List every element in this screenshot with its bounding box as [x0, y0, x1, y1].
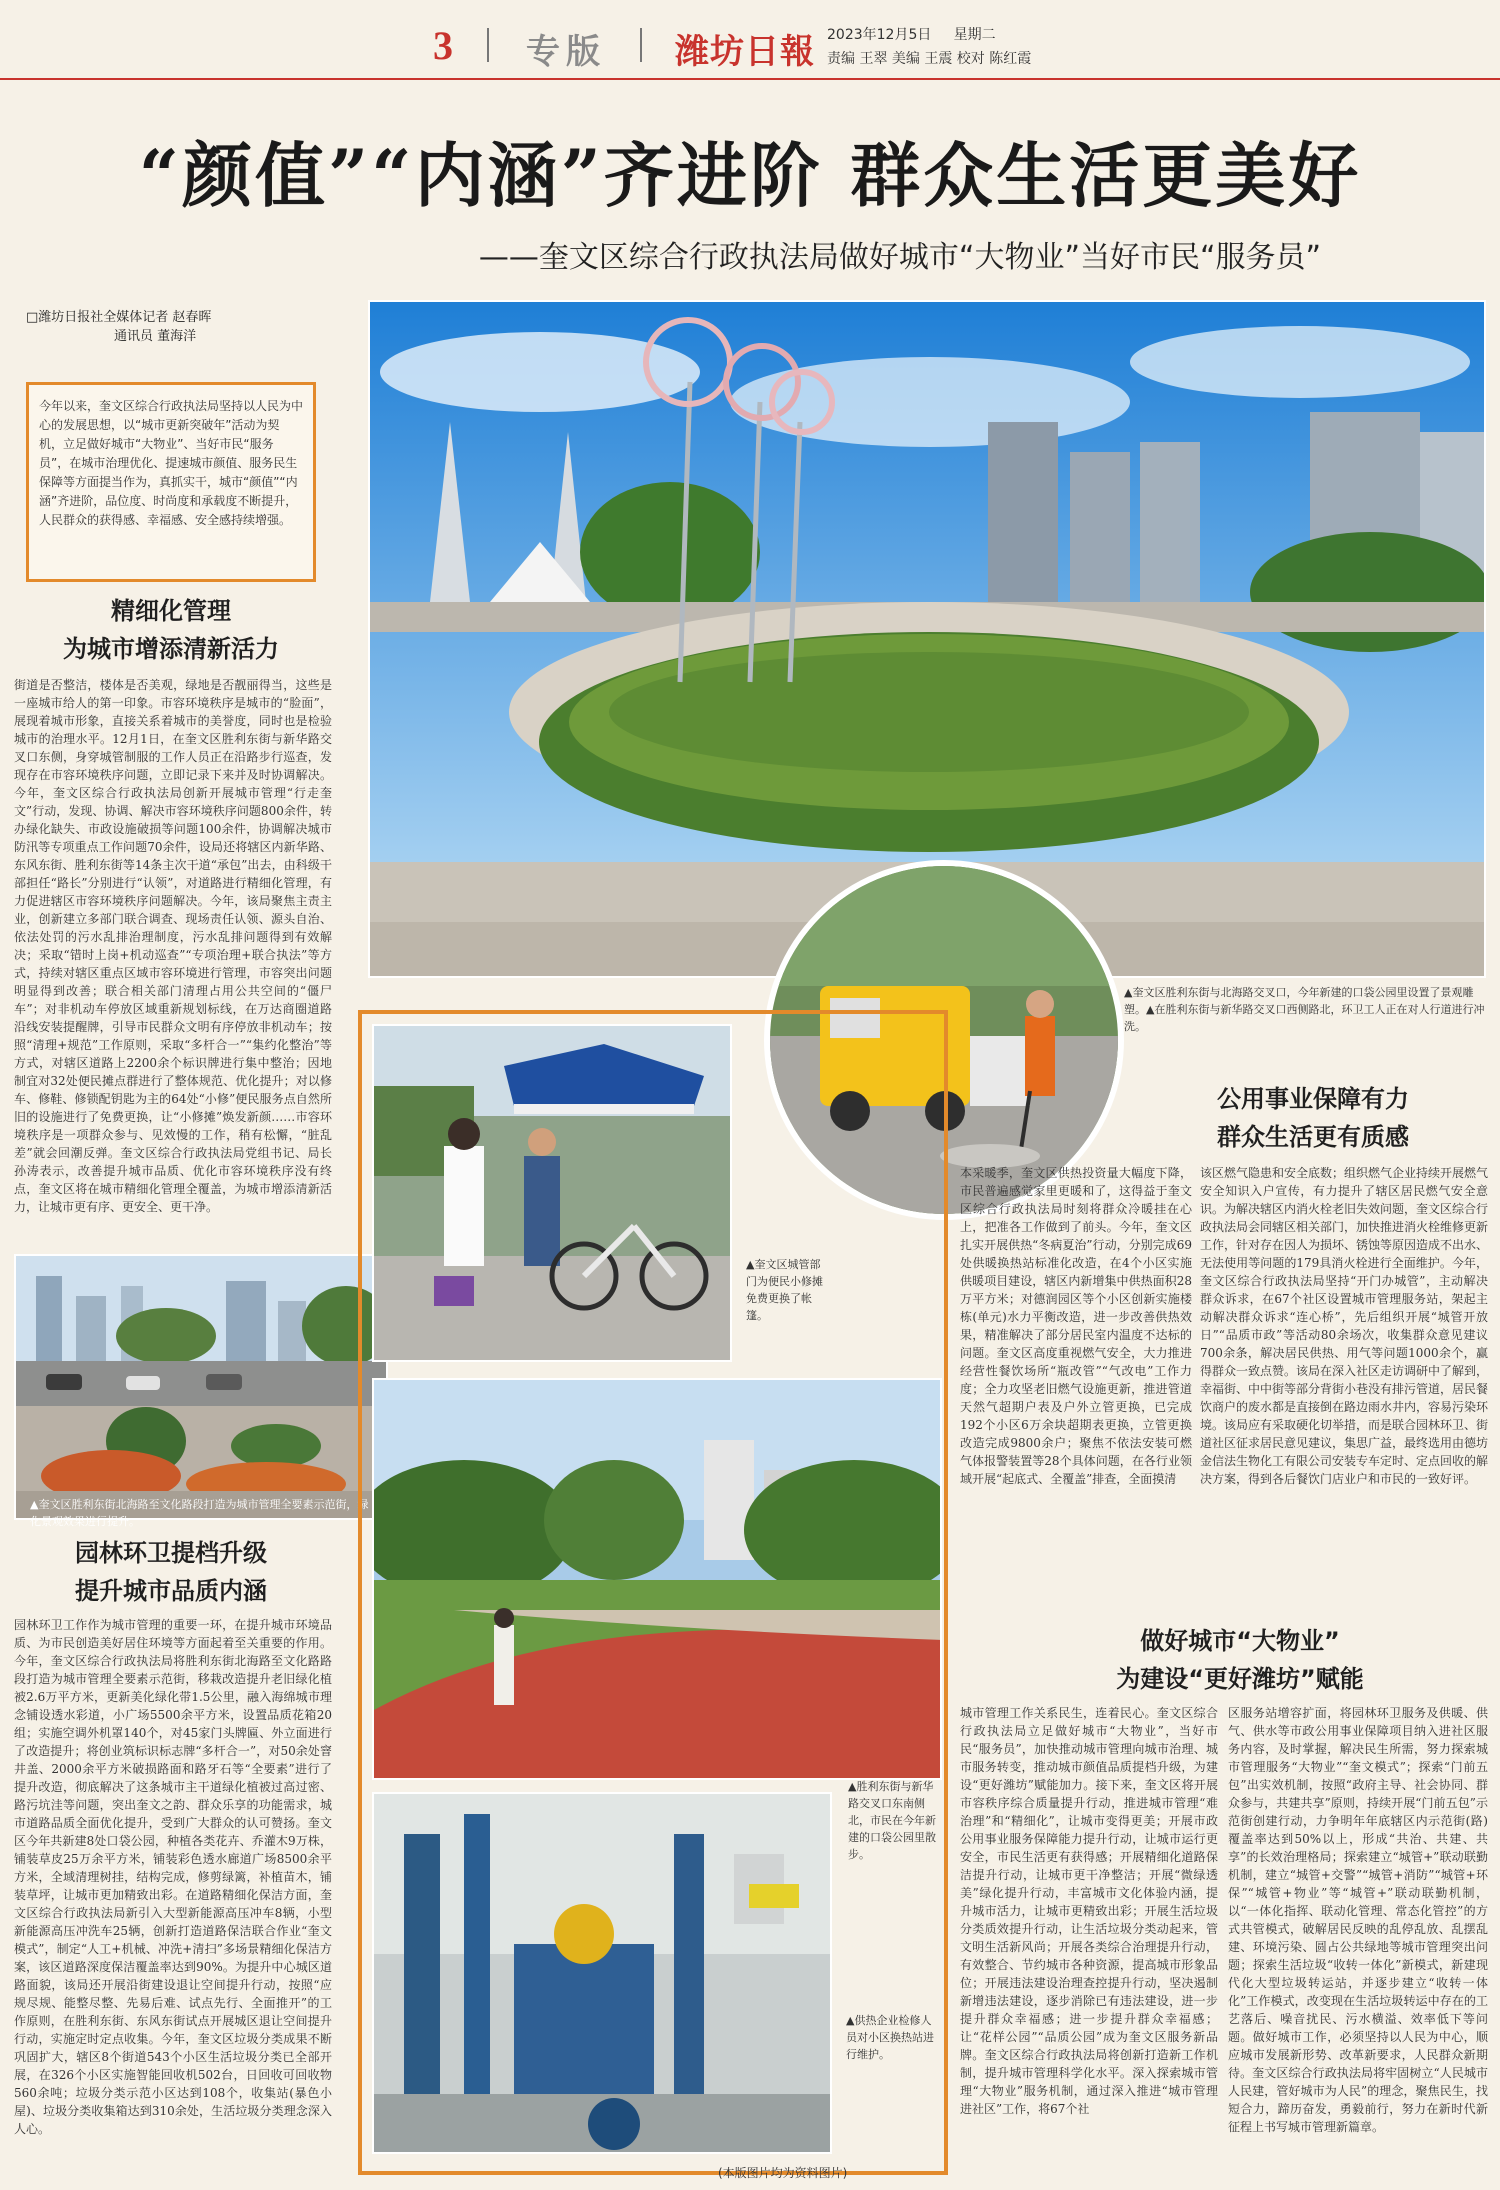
tent-market-photo [372, 1024, 732, 1362]
issue-date [827, 24, 996, 44]
pump-photo-caption: ▲供热企业检修人员对小区换热站进行维护。 [846, 2014, 934, 2061]
masthead-divider [487, 28, 489, 62]
section-title: 园林环卫提档升级 [75, 1539, 267, 1567]
headline: “颜值”“内涵”齐进阶 群众生活更美好 [138, 134, 1362, 217]
pocket-park-photo [372, 1378, 942, 1780]
section-subtitle: 为城市增添清新活力 [63, 635, 279, 663]
section-title: 公用事业保障有力 [1217, 1085, 1409, 1113]
article-body: 街道是否整洁，楼体是否美观，绿地是否靓丽得当，这些是一座城市给人的第一印象。市容环境秩序是城市的“脸面”，展现着城市形象，直接关系着城市的美誉度，同时也是检验城市的治理水平。12月1日，在奎文区胜利东街与新华路交叉口东侧，身穿城管制服的工作人员正在沿路步行巡查，发现存在市容环境秩序问题，立即记录下来并及时协调解决。今年，奎文区综合行政执法局创新开展城市管理“行走奎文”行动，发现、协调、解决市容环境秩序问题800余件，转办绿化缺失、市政设施破损等问题100余件，协调解决城市防汛等专项重点工作问题70余件，设局还将辖区内新华路、东风东街、胜利东街等14条主次干道“承包”出去，由科级干部担任“路长”分别进行“认领”，对道路进行精细化管理，有力促进辖区市容环境秩序问题解决。今年，该局聚焦主责主业，创新建立多部门联合调查、现场责任认领、源头自治、依法处罚的污水乱排治理制度，污水乱排问题得到有效解决；采取“错时上岗+机动巡查”“专项治理+联合执法”等方式，持续对辖区重点区域市容环境进行管理，市容突出问题明显得到改善；联合相关部门清理占用公共空间的“僵尸车”；对非机动车停放区域重新规划标线，在万达商圈道路沿线安装提醒牌，引导市民群众文明有序停放非机动车；按照“清理+规范”工作原则，采取“多杆合一”“集约化整治”等方式，对辖区道路上2200余个标识牌进行集中整治；因地制宜对32处便民摊点群进行了整体规范、优化提升；对以修车、修鞋、修锁配钥匙为主的64处“小修”便民服务点自然所旧的设施进行了免费更换，让“小修摊”焕发新颜……市容环境秩序是一项群众参与、见效慢的工作，稍有松懈，“脏乱差”就会回潮反弹。奎文区综合行政执法局党组书记、局长孙涛表示，改善提升城市品质、优化市容环境秩序没有终点，奎文区将在城市精细化管理全覆盖，为城市增添清新活力，让城市更有序、更安全、更干净。 [14, 678, 332, 1214]
masthead-divider [640, 28, 642, 62]
pump-room-image [374, 1794, 832, 2154]
section-subtitle: 为建设“更好潍坊”赋能 [1116, 1665, 1364, 1693]
section-subtitle: 群众生活更有质感 [1217, 1123, 1409, 1151]
page-number: 3 [433, 23, 453, 68]
article-body: 城市管理工作关系民生，连着民心。奎文区综合行政执法局立足做好城市“大物业”，当好市民“服务员”，加快推动城市管理向城市治理、城市服务转变，推动城市颜值品质提档升级，为建设“更好潍坊”赋能加力。接下来，奎文区将开展市容秩序综合质量提升行动，推进城市管理“难治理”和“精细化”，让城市变得更美；开展市政公用事业服务保障能力提升行动，让城市运行更安全，市民生活更有获得感；开展精细化道路保洁提升行动，让城市更干净整洁；开展“微绿透美”绿化提升行动，丰富城市文化体验内涵，提升城市活力，让城市更精致出彩；开展生活垃圾分类质效提升行动，让生活垃圾分类动起来，管文明生活新风尚；开展各类综合治理提升行动，有效整合、节约城市各种资源，提高城市形象品位；开展违法建设治理查控提升行动，坚决遏制新增违法建设，逐步消除已有违法建设，进一步提升群众幸福感；进一步提升群众幸福感；让“花样公园”“品质公园”成为奎文区服务新品牌。奎文区综合行政执法局将创新打造新工作机制，提升城市管理科学化水平。深入探索城市管理“大物业”服务机制，通过深入推进“城市管理进社区”工作，将67个社 [960, 1706, 1218, 2116]
tent-market-image [374, 1026, 732, 1362]
pocket-park-image [374, 1380, 942, 1780]
photo-source-note: (本版图片均为资料图片) [718, 2166, 848, 2180]
subheadline: ——奎文区综合行政执法局做好城市“大物业”当好市民“服务员” [478, 240, 1322, 275]
article-body: 该区燃气隐患和安全底数；组织燃气企业持续开展燃气安全知识入户宣传，有力提升了辖区居民燃气安全意识。为解决辖区内消火栓老旧失效问题，奎文区综合行政执法局会同辖区相关部门，加快推进消火栓维修更新工作，针对存在因人为损坏、锈蚀等原因造成不出水、无法使用等问题的179具消火栓进行全面维护。今年，奎文区综合行政执法局坚持“开门办城管”，主动解决群众诉求，在67个社区设置城市管理服务站，架起主动解决群众诉求“连心桥”，先后组织开展“城管开放日”“品质市政”等活动80余场次，收集群众意见建议700余条，解决居民供热、用气等问题1000余个，赢得群众一致点赞。该局在深入社区走访调研中了解到，幸福街、中中街等部分背街小巷没有排污管道，居民餐饮商户的废水都是直接倒在路边雨水井内，容易污染环境。该局应有采取硬化切举措，而是联合园林环卫、街道社区征求居民意见建议，集思广益，最终选用由德坊金信法生物化工有限公司安装专车定时、定点回收的解决方案，得到各后餐饮门店业户和市民的一致好评。 [1200, 1166, 1488, 1486]
paper-logo: 潍坊日報 [675, 32, 815, 72]
section-heading [1140, 1080, 1486, 1156]
weekday-text: 星期二 [953, 27, 996, 43]
section-title: 精细化管理 [111, 597, 231, 625]
street-photo-caption: ▲奎文区胜利东街北海路至文化路段打造为城市管理全要素示范街，绿化景观效果进行提升。 [30, 1498, 369, 1528]
article-body: 区服务站增容扩面，将园林环卫服务及供暖、供气、供水等市政公用事业保障项目纳入进社区服务内容，及时掌握，解决民生所需，努力探索城市管理服务“大物业”“奎文模式”；探索“门前五包”出实效机制，按照“政府主导、社会协同、群众参与，共建共享”原则，持续开展“门前五包”示范街创建行动，力争明年年底辖区内示范街(路)覆盖率达到50%以上，形成“共治、共建、共享”的长效治理格局；探索建立“城管+”联动联勤机制，建立“城管+交警”“城管+消防”“城管+环保”“城管+物业”等“城管+”联动联勤机制，以“一体化指挥、联动化管理、常态化管控”的方式共管模式，破解居民反映的乱停乱放、乱摆乱建、环境污染、圆占公共绿地等城市管理突出问题；探索生活垃圾“收转一体化”新模式，新建现代化大型垃圾转运站，并逐步建立“收转一体化”工作模式，改变现在生活垃圾转运中存在的工艺落后、噪音扰民、污水横溢、效率低下等问题。做好城市工作，必须坚持以人民为中心，顺应城市发展新形势、改革新要求，人民群众新期待。奎文区综合行政执法局将牢固树立“人民城市人民建，管好城市为人民”的理念，聚焦民生，找短合力，蹄历奋发，勇毅前行，努力在新时代新征程上书写城市管理新篇章。 [1228, 1706, 1488, 2134]
street-photo [14, 1254, 388, 1520]
section-title: 做好城市“大物业” [1140, 1627, 1340, 1655]
street-photo-image [16, 1256, 388, 1520]
staff-credits: 责编 王翠 美编 王震 校对 陈红霞 [827, 51, 1032, 67]
main-photo-caption: ▲奎文区胜利东街与北海路交叉口，今年新建的口袋公园里设置了景观雕塑。▲在胜利东街与新华路交叉口西侧路北，环卫工人正在对人行道进行冲洗。 [1124, 986, 1485, 1033]
byline-reporter: □潍坊日报社全媒体记者 赵春晖 [26, 310, 212, 325]
pump-room-photo [372, 1792, 832, 2154]
article-body: 本采暖季，奎文区供热投资量大幅度下降，市民普遍感觉家里更暖和了，这得益于奎文区综合行政执法局时刻将群众冷暖挂在心上，把准各工作做到了前头。今年，奎文区扎实开展供热“冬病夏治”行动，分别完成69处供暖换热站标准化改造，在4个小区实施供暖项目建设，辖区内新增集中供热面积28万平方米；对德润园区等个小区创新实施楼栋(单元)水力平衡改造，进一步改善供热效果，精准解决了部分居民室内温度不达标的问题。奎文区高度重视燃气安全，大力推进经营性餐饮场所“瓶改管”“气改电”工作力度；全力攻坚老旧燃气设施更新，推进管道天然气超期户表及户外立管更换，已完成192个小区6万余块超期表更换，立管更换改造完成9800余户；聚焦不依法安装可燃气体报警装置等28个具体问题，在各行业领域开展“起底式、全覆盖”排查，全面摸清 [960, 1166, 1192, 1486]
market-photo-caption: ▲奎文区城管部门为便民小修摊免费更换了帐篷。 [746, 1258, 823, 1322]
lead-box: 今年以来，奎文区综合行政执法局坚持以人民为中心的发展思想，以“城市更新突破年”活动为契机，立足做好城市“大物业”、当好市民“服务员”，在城市治理优化、提速城市颜值、服务民生保障等方面提当作为，真抓实干，城市“颜值”“内涵”齐进阶，品位度、时尚度和承载度不断提升，人民群众的获得感、幸福感、安全感持续增强。 [26, 382, 316, 582]
section-name: 专版 [526, 32, 606, 72]
section-heading [26, 1534, 316, 1610]
section-subtitle: 提升城市品质内涵 [75, 1577, 267, 1605]
byline [26, 308, 211, 346]
byline-correspondent: 通讯员 董海洋 [114, 329, 197, 344]
date-text: 2023年12月5日 [827, 27, 932, 43]
section-heading [1060, 1622, 1420, 1698]
park-photo-caption: ▲胜利东街与新华路交叉口东南侧北，市民在今年新建的口袋公园里散步。 [848, 1780, 936, 1861]
section-heading [26, 592, 316, 668]
article-body: 园林环卫工作作为城市管理的重要一环，在提升城市环境品质、为市民创造美好居住环境等方面起着至关重要的作用。今年，奎文区综合行政执法局将胜利东街北海路至文化路路段打造为城市管理全要素示范街，移栽改造提升老旧绿化植被2.6万平方米，更新美化绿化带1.5公里，融入海绵城市理念铺设透水彩道，小广场5500余平方米，设置品质花箱20组；实施空调外机罩140个，对45家门头牌匾、外立面进行了改造提升；将创业筑标识标志牌“多杆合一”，对50余处窨井盖、2000余平方米破损路面和路牙石等“全要素”进行了提升改造，彻底解决了这条城市主干道绿化植被过高过密、路污坑洼等问题，突出奎文之韵、群众乐享的功能需求，城市道路品质全面优化提升，受到广大群众的认可赞扬。奎文区今年共新建8处口袋公园，种植各类花卉、乔灌木9万株，铺装草皮25万余平方米，铺装彩色透水廊道广场8500余平方米，全域清理树挂，结构完成，修剪绿篱，补植苗木，铺装草坪，让城市更加精致出彩。在道路精细化保洁方面，奎文区综合行政执法局新引入大型新能源高压冲车8辆，小型新能源高压冲洗车25辆，创新打造道路保洁联合作业“奎文模式”，制定“人工+机械、冲洗+清扫”多场景精细化保洁方案，该区道路深度保洁覆盖率达到90%。为提升中心城区道路面貌，该局还开展沿街建设退让空间提升行动，按照“应规尽规、能整尽整、先易后难、试点先行、全面推开”的工作原则，在胜利东街、东风东街试点开展城区退让空间提升行动，实施定时定点收集。今年，奎文区垃圾分类成果不断巩固扩大，辖区8个街道543个小区生活垃圾分类已全部开展，在326个小区实施智能回收机502台，日回收可回收物560余吨；垃圾分类示范小区达到108个，收集站(暴色小屋)、垃圾分类收集箱达到310余处，生活垃圾分类理念深入人心。 [14, 1618, 332, 2136]
